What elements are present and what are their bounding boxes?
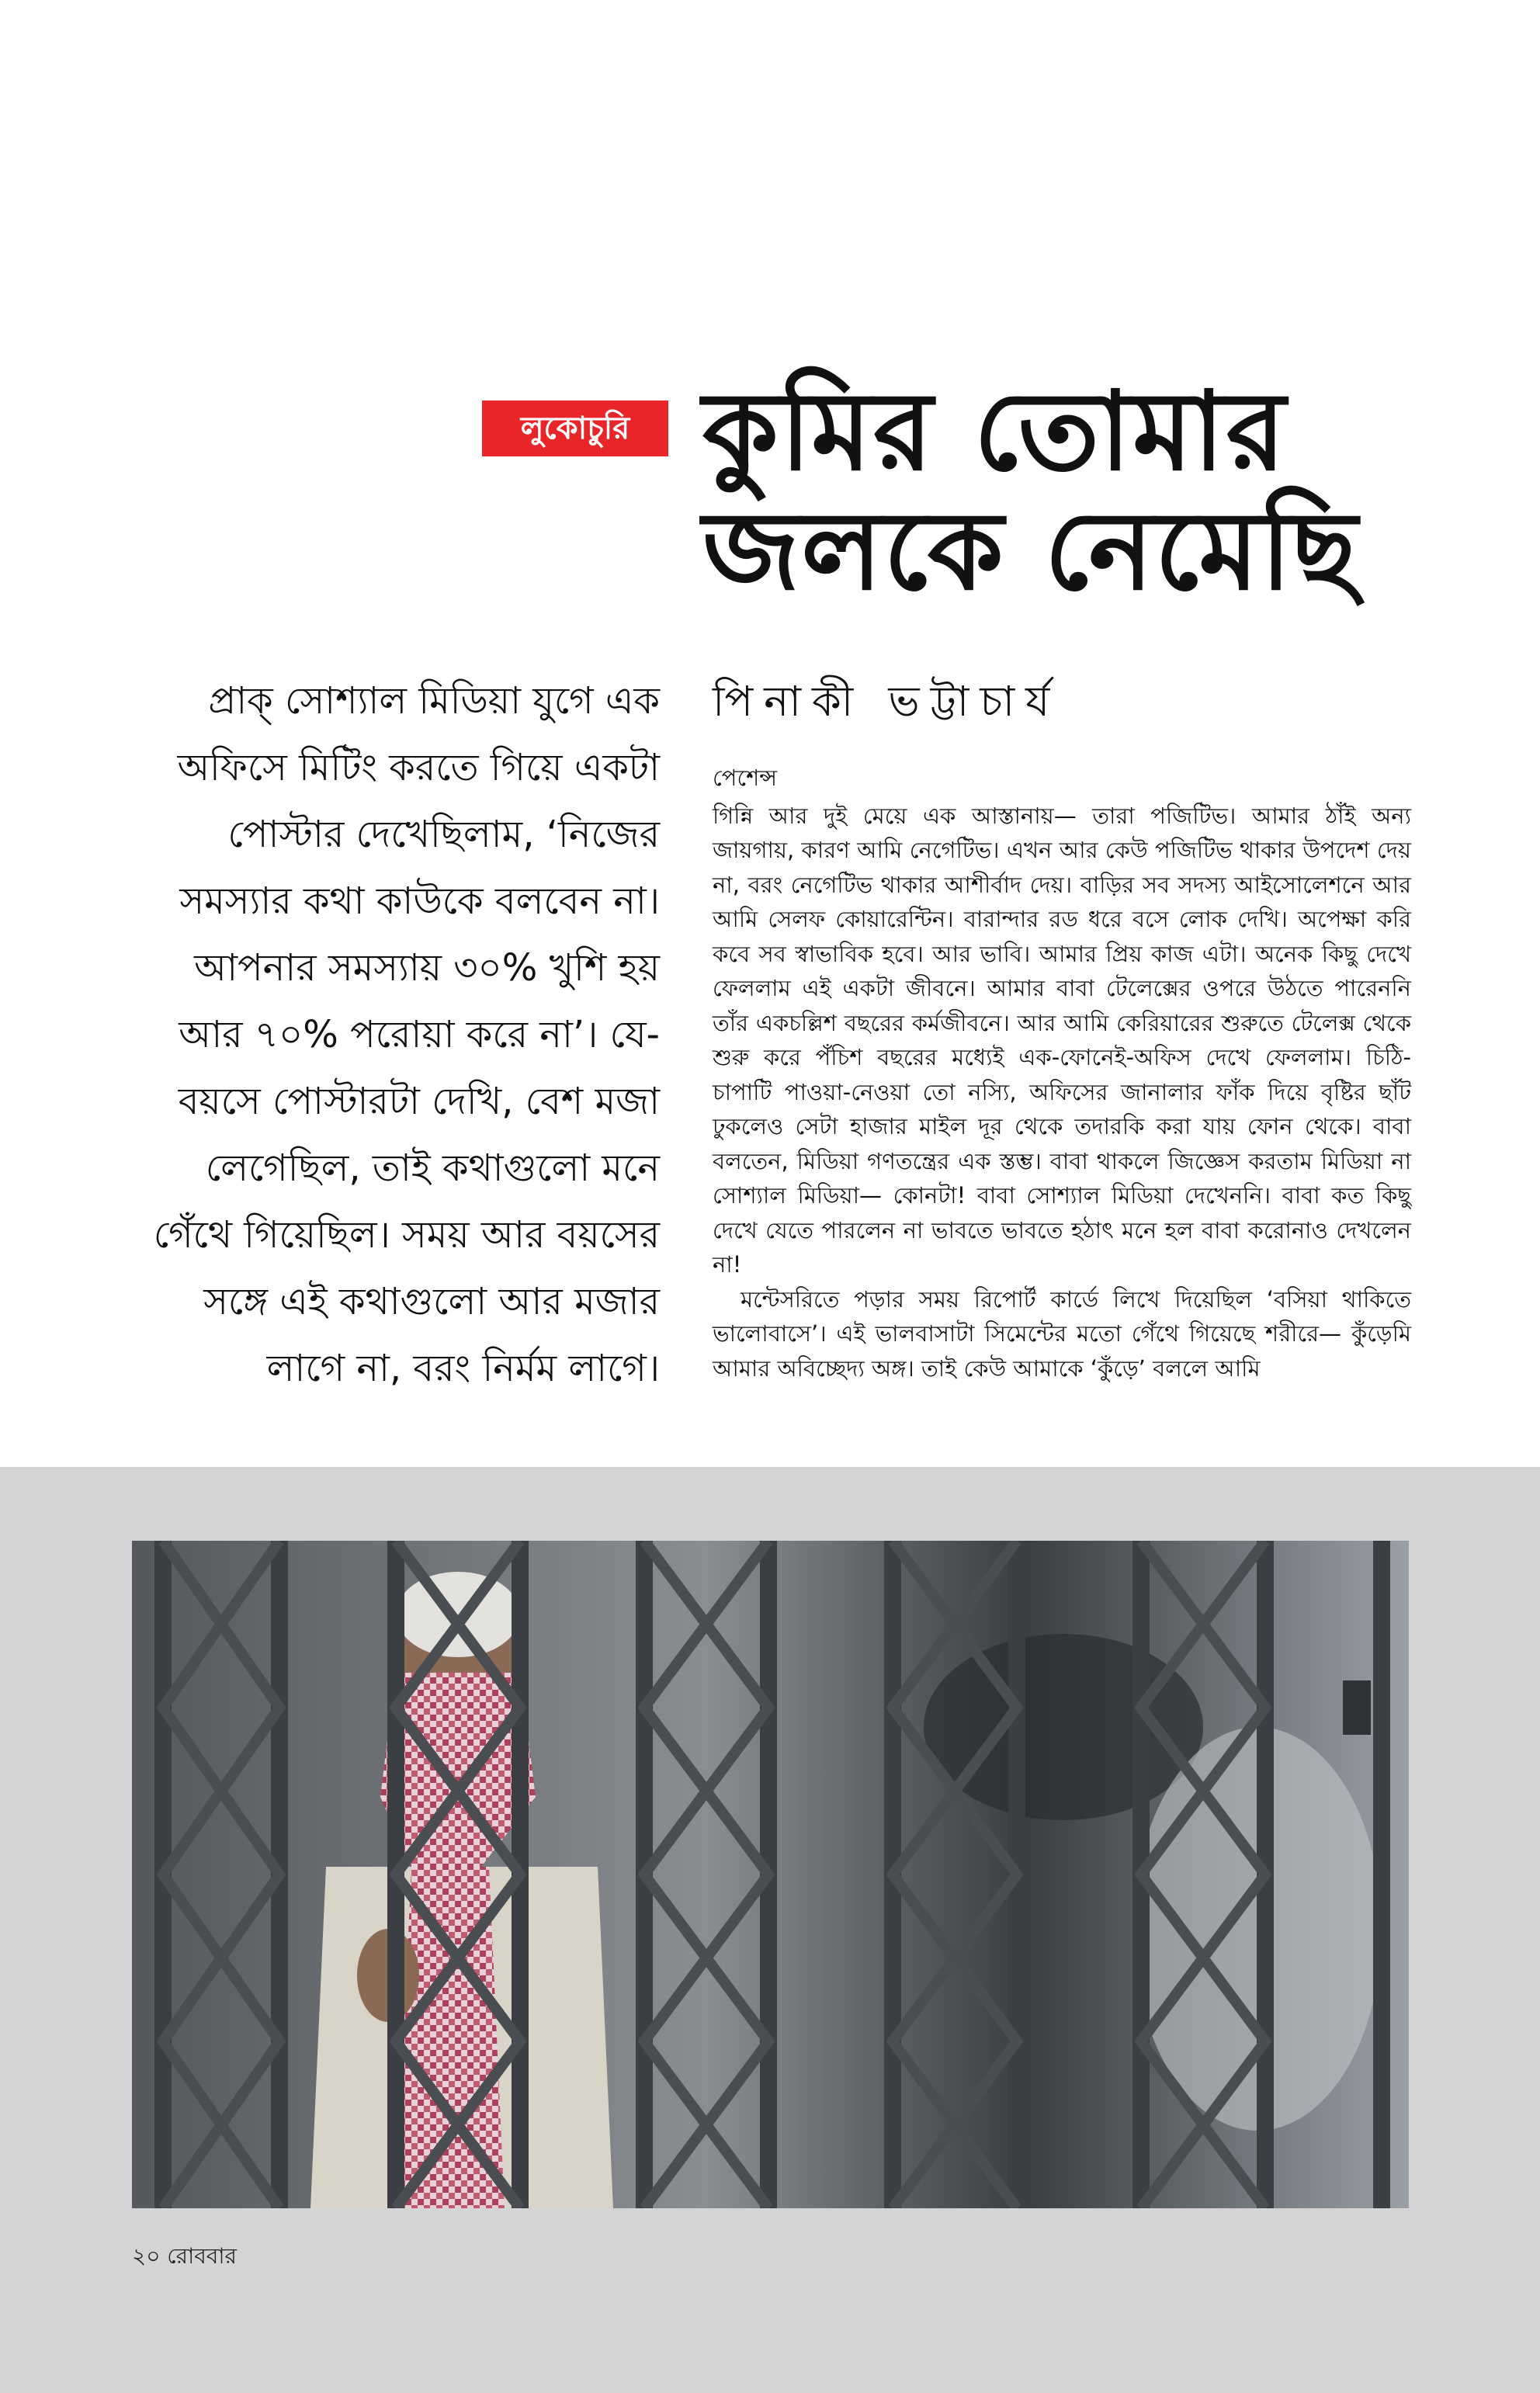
- byline: পিনাকী ভট্টাচার্য: [713, 677, 1061, 726]
- section-tag: লুকোচুরি: [482, 401, 668, 456]
- headline-line-1: কুমির তোমার: [702, 369, 1288, 495]
- paragraph: গিন্নি আর দুই মেয়ে এক আস্তানায়— তারা পজিটিভ। আমার ঠাঁই অন্য জায়গায়, কারণ আমি নেগেটিভ। এখন আর কেউ পজিটিভ থাকার উপদেশ দেয় না, বরং নেগেটিভ থাকার আশীর্বাদ দেয়। বাড়ির সব সদস্য আইসোলেশনে আর আমি সেলফ কোয়ারেন্টিন। বারান্দার রড ধরে বসে লোক দেখি। অপেক্ষা করি কবে সব স্বাভাবিক হবে। আর ভাবি। আমার প্রিয় কাজ এটা। অনেক কিছু দেখে ফেললাম এই একটা জীবনে। আমার বাবা টেলেক্সের ওপরে উঠতে পারেননি তাঁর একচল্লিশ বছরের কর্মজীবনে। আর আমি কেরিয়ারের শুরুতে টেলেক্স থেকে শুরু করে পঁচিশ বছরের মধ্যেই এক-ফোনেই-অফিস দেখে ফেললাম। চিঠি-চাপাটি পাওয়া-নেওয়া তো নস্যি, অফিসের জানালার ফাঁক দিয়ে বৃষ্টির ছাঁট ঢুকলেও সেটা হাজার মাইল দূর থেকে তদারকি করা যায় ফোন থেকে। বাবা বলতেন, মিডিয়া গণতন্ত্রের এক স্তম্ভ। বাবা থাকলে জিজ্ঞেস করতাম মিডিয়া না সোশ্যাল মিডিয়া— কোনটা! বাবা সোশ্যাল মিডিয়া দেখেননি। বাবা কত কিছু দেখে যেতে পারলেন না ভাবতে ভাবতে হঠাৎ মনে হল বাবা করোনাও দেখলেন না!: [713, 802, 1411, 1278]
- subhead: পেশেন্স: [713, 765, 778, 791]
- headline: [702, 369, 1510, 615]
- page-folio: ২০ রোববার: [132, 2243, 237, 2269]
- headline-line-2: জলকে নেমেছি: [702, 488, 1359, 615]
- photo-illustration: [132, 1541, 1409, 2208]
- article-body: [713, 761, 1411, 1386]
- lockdown-photo: [132, 1541, 1409, 2208]
- pull-quote: প্রাক্ সোশ্যাল মিডিয়া যুগে এক অফিসে মিটিং করতে গিয়ে একটা পোস্টার দেখেছিলাম, ‘নিজের সমস্যার কথা কাউকে বলবেন না। আপনার সমস্যায় ৩০% খুশি হয় আর ৭০% পরোয়া করে না’। যে-বয়সে পোস্টারটা দেখি, বেশ মজা লেগেছিল, তাই কথাগুলো মনে গেঁথে গিয়েছিল। সময় আর বয়সের সঙ্গে এই কথাগুলো আর মজার লাগে না, বরং নির্মম লাগে।: [153, 679, 660, 1390]
- paragraph: মন্টেসরিতে পড়ার সময় রিপোর্ট কার্ডে লিখে দিয়েছিল ‘বসিয়া থাকিতে ভালোবাসে’। এই ভালবাসাটা সিমেন্টের মতো গেঁথে গিয়েছে শরীরে— কুঁড়েমি আমার অবিচ্ছেদ্য অঙ্গ। তাই কেউ আমাকে ‘কুঁড়ে’ বললে আমি: [713, 1285, 1411, 1382]
